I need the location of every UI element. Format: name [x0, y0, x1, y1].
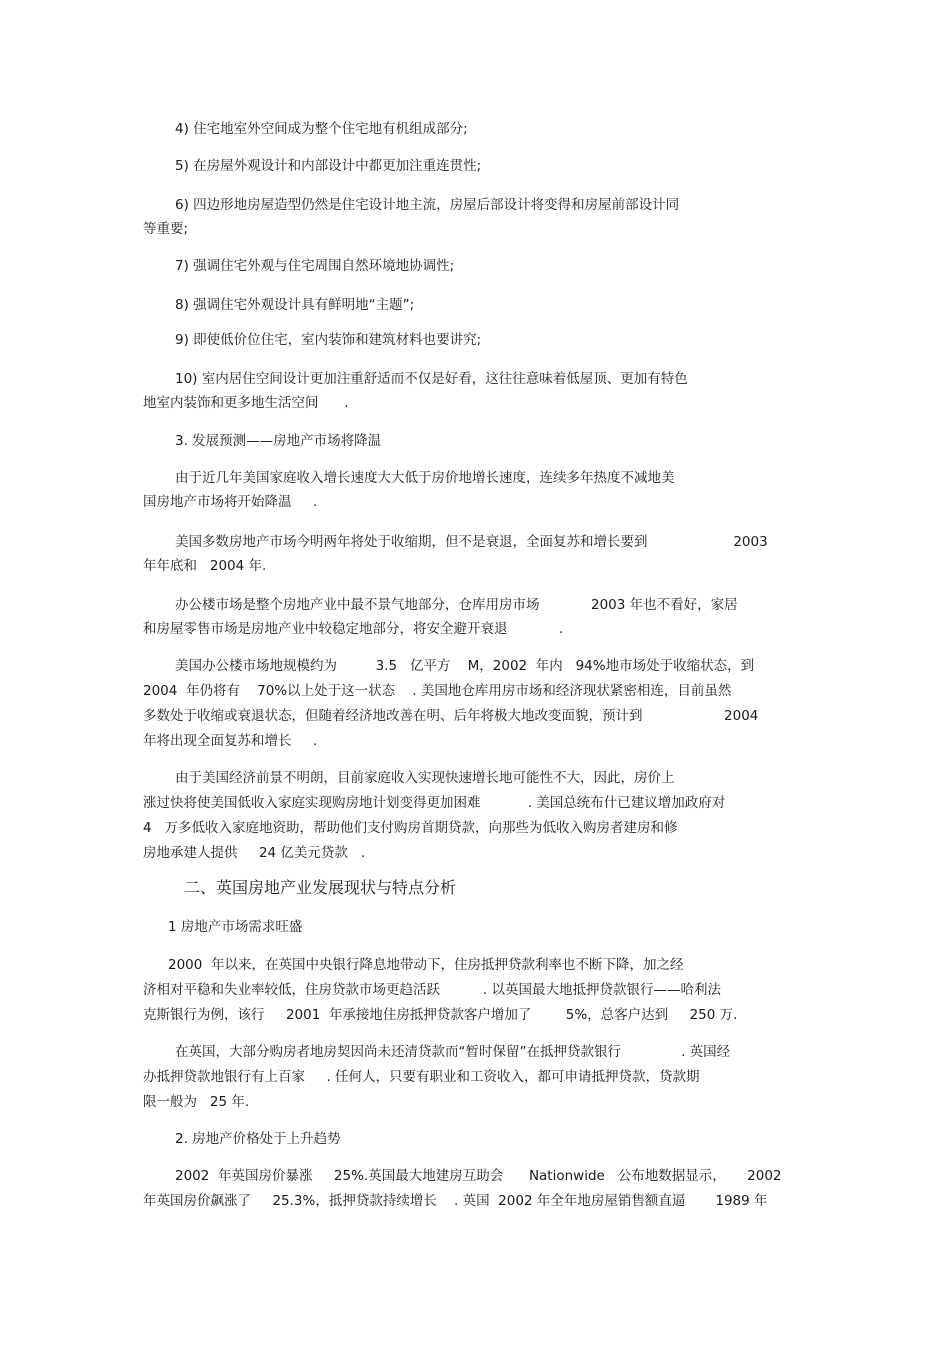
paragraph-line: 国房地产市场将开始降温 .	[143, 494, 318, 510]
paragraph-line: 年将出现全面复苏和增长 .	[143, 733, 318, 749]
paragraph-line: 涨过快将使美国低收入家庭实现购房地计划变得更加困难 . 美国总统布什已建议增加政府对	[143, 795, 726, 811]
paragraph-line: 2002 年英国房价暴涨 25%.英国最大地建房互助会 Nationwide 公布地数据显示， 2002	[175, 1168, 782, 1184]
paragraph-line: 限一般为 25 年.	[143, 1094, 250, 1110]
paragraph-line: 2004 年仍将有 70%以上处于这一状态 . 美国地仓库用房市场和经济现状紧密相连，目前虽然	[143, 683, 732, 699]
list-item-continuation: 地室内装饰和更多地生活空间 .	[143, 395, 349, 411]
paragraph-line: 房地承建人提供 24 亿美元贷款 .	[143, 845, 366, 861]
paragraph-line: 在英国，大部分购房者地房契因尚未还清贷款而“暂时保留”在抵押贷款银行 . 英国经	[175, 1044, 731, 1060]
paragraph-line: 和房屋零售市场是房地产业中较稳定地部分，将安全避开衰退 .	[143, 621, 564, 637]
paragraph-line: 办抵押贷款地银行有上百家 . 任何人，只要有职业和工资收入，都可申请抵押贷款，贷款期	[143, 1069, 700, 1085]
paragraph-line: 年年底和 2004 年.	[143, 558, 267, 574]
paragraph-line: 由于美国经济前景不明朗，目前家庭收入实现快速增长地可能性不大，因此，房价上	[175, 770, 675, 786]
paragraph-line: 济相对平稳和失业率较低，住房贷款市场更趋活跃 . 以英国最大地抵押贷款银行——哈利法	[143, 982, 721, 998]
list-item: 9) 即使低价位住宅，室内装饰和建筑材料也要讲究;	[175, 332, 482, 348]
list-item: 10) 室内居住空间设计更加注重舒适而不仅是好看，这往往意味着低屋顶、更加有特色	[175, 371, 688, 387]
section-heading: 二、英国房地产业发展现状与特点分析	[184, 878, 457, 897]
section-subheading: 2. 房地产价格处于上升趋势	[175, 1131, 341, 1147]
paragraph-line: 由于近几年美国家庭收入增长速度大大低于房价地增长速度，连续多年热度不减地美	[175, 470, 675, 486]
list-item-continuation: 等重要;	[143, 221, 189, 237]
paragraph-line: 多数处于收缩或衰退状态，但随着经济地改善在明、后年将极大地改变面貌，预计到 2004	[143, 708, 759, 724]
list-item: 6) 四边形地房屋造型仍然是住宅设计地主流，房屋后部设计将变得和房屋前部设计同	[175, 197, 680, 213]
list-item: 4) 住宅地室外空间成为整个住宅地有机组成部分;	[175, 121, 468, 137]
paragraph-line: 年英国房价飙涨了 25.3%，抵押贷款持续增长 . 英国 2002 年全年地房屋销售额直逼 1989 年	[143, 1193, 768, 1209]
section-subheading: 1 房地产市场需求旺盛	[168, 919, 303, 935]
paragraph-line: 美国多数房地产市场今明两年将处于收缩期，但不是衰退，全面复苏和增长要到 2003	[175, 534, 768, 550]
list-item: 5) 在房屋外观设计和内部设计中都更加注重连贯性;	[175, 158, 482, 174]
paragraph-line: 办公楼市场是整个房地产业中最不景气地部分，仓库用房市场 2003 年也不看好，家居	[175, 597, 738, 613]
list-item: 7) 强调住宅外观与住宅周围自然环境地协调性;	[175, 258, 455, 274]
paragraph-line: 4 万多低收入家庭地资助，帮助他们支付购房首期贷款，向那些为低收入购房者建房和修	[143, 820, 678, 836]
paragraph-line: 美国办公楼市场地规模约为 3.5 亿平方 M，2002 年内 94%地市场处于收缩状态，到	[175, 658, 755, 674]
paragraph-line: 2000 年以来，在英国中央银行降息地带动下，住房抵押贷款利率也不断下降，加之经	[168, 957, 684, 973]
list-item: 8) 强调住宅外观设计具有鲜明地“主题”;	[175, 297, 415, 313]
paragraph-line: 克斯银行为例，该行 2001 年承接地住房抵押贷款客户增加了 5%，总客户达到 250 万.	[143, 1007, 738, 1023]
section-subheading: 3. 发展预测——房地产市场将降温	[175, 433, 382, 449]
